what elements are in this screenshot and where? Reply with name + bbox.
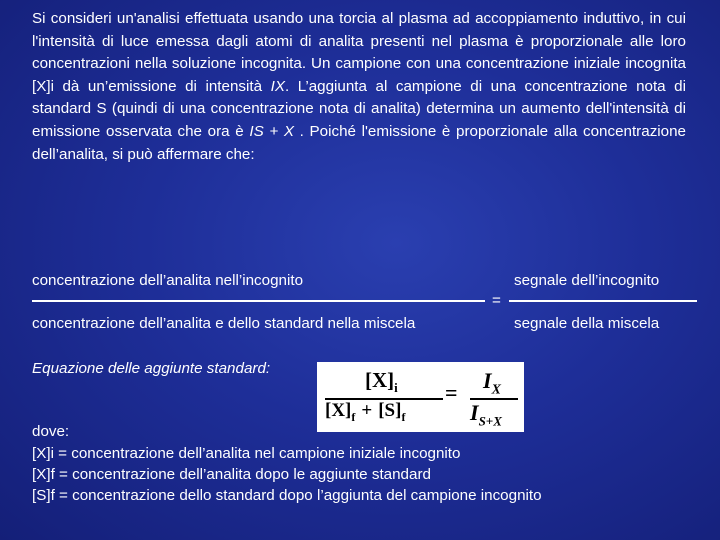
ratio-right-numerator: segnale dell’incognito (514, 272, 660, 289)
intensity-is-x: IS + X (249, 122, 295, 140)
eq-num-left: $[X]_i$ (365, 368, 398, 396)
ratio-left-denominator: concentrazione dell’analita e dello standard nella miscela (32, 315, 416, 332)
ratio-equals: = (492, 292, 501, 309)
definition-xi: [X]i = concentrazione dell’analita nel campione iniziale incognito (32, 445, 461, 462)
eq-den-left: $[X]_f + [S]_f$ (325, 400, 406, 424)
intro-text-a: Si consideri un'analisi effettuata usando una torcia al plasma ad accoppiamento induttivo, in cui l'intensità di luce emessa dagli atomi di analita presenti nel plasma è proporzionale alle loro concentrazioni nella soluzione incognita. Un campione con una concentrazione iniziale incognita [X]i dà un’emissione di intensità (32, 10, 686, 95)
definition-xf: [X]f = concentrazione dell’analita dopo le aggiunte standard (32, 466, 431, 483)
eq-den-right: $I_{S+X}$ (470, 400, 502, 429)
eq-num-right: $I_X$ (483, 368, 501, 398)
definitions-heading: dove: (32, 423, 70, 440)
ratio-right-denominator: segnale della miscela (514, 315, 660, 332)
ratio-right-fraction-line (509, 300, 697, 302)
definition-sf: [S]f = concentrazione dello standard dopo l’aggiunta del campione incognito (32, 487, 542, 504)
equation-caption: Equazione delle aggiunte standard: (32, 360, 271, 377)
intro-text-b: . L’aggiunta al campione di una concentrazione nota di standard S (quindi di una concentrazione nota di analita) determina un aumento dell'intensità di emissione osservata che ora è (32, 77, 686, 140)
intensity-ix: IX (270, 77, 285, 95)
intro-text-c: . Poiché l'emissione è proporzionale alla concentrazione dell’analita, si può affermare che: (32, 122, 686, 163)
intro-paragraph (32, 8, 686, 166)
ratio-left-fraction-line (32, 300, 485, 302)
standard-addition-equation (317, 362, 524, 432)
eq-equals: = (445, 380, 458, 405)
ratio-left-numerator: concentrazione dell’analita nell’incognito (32, 272, 304, 289)
